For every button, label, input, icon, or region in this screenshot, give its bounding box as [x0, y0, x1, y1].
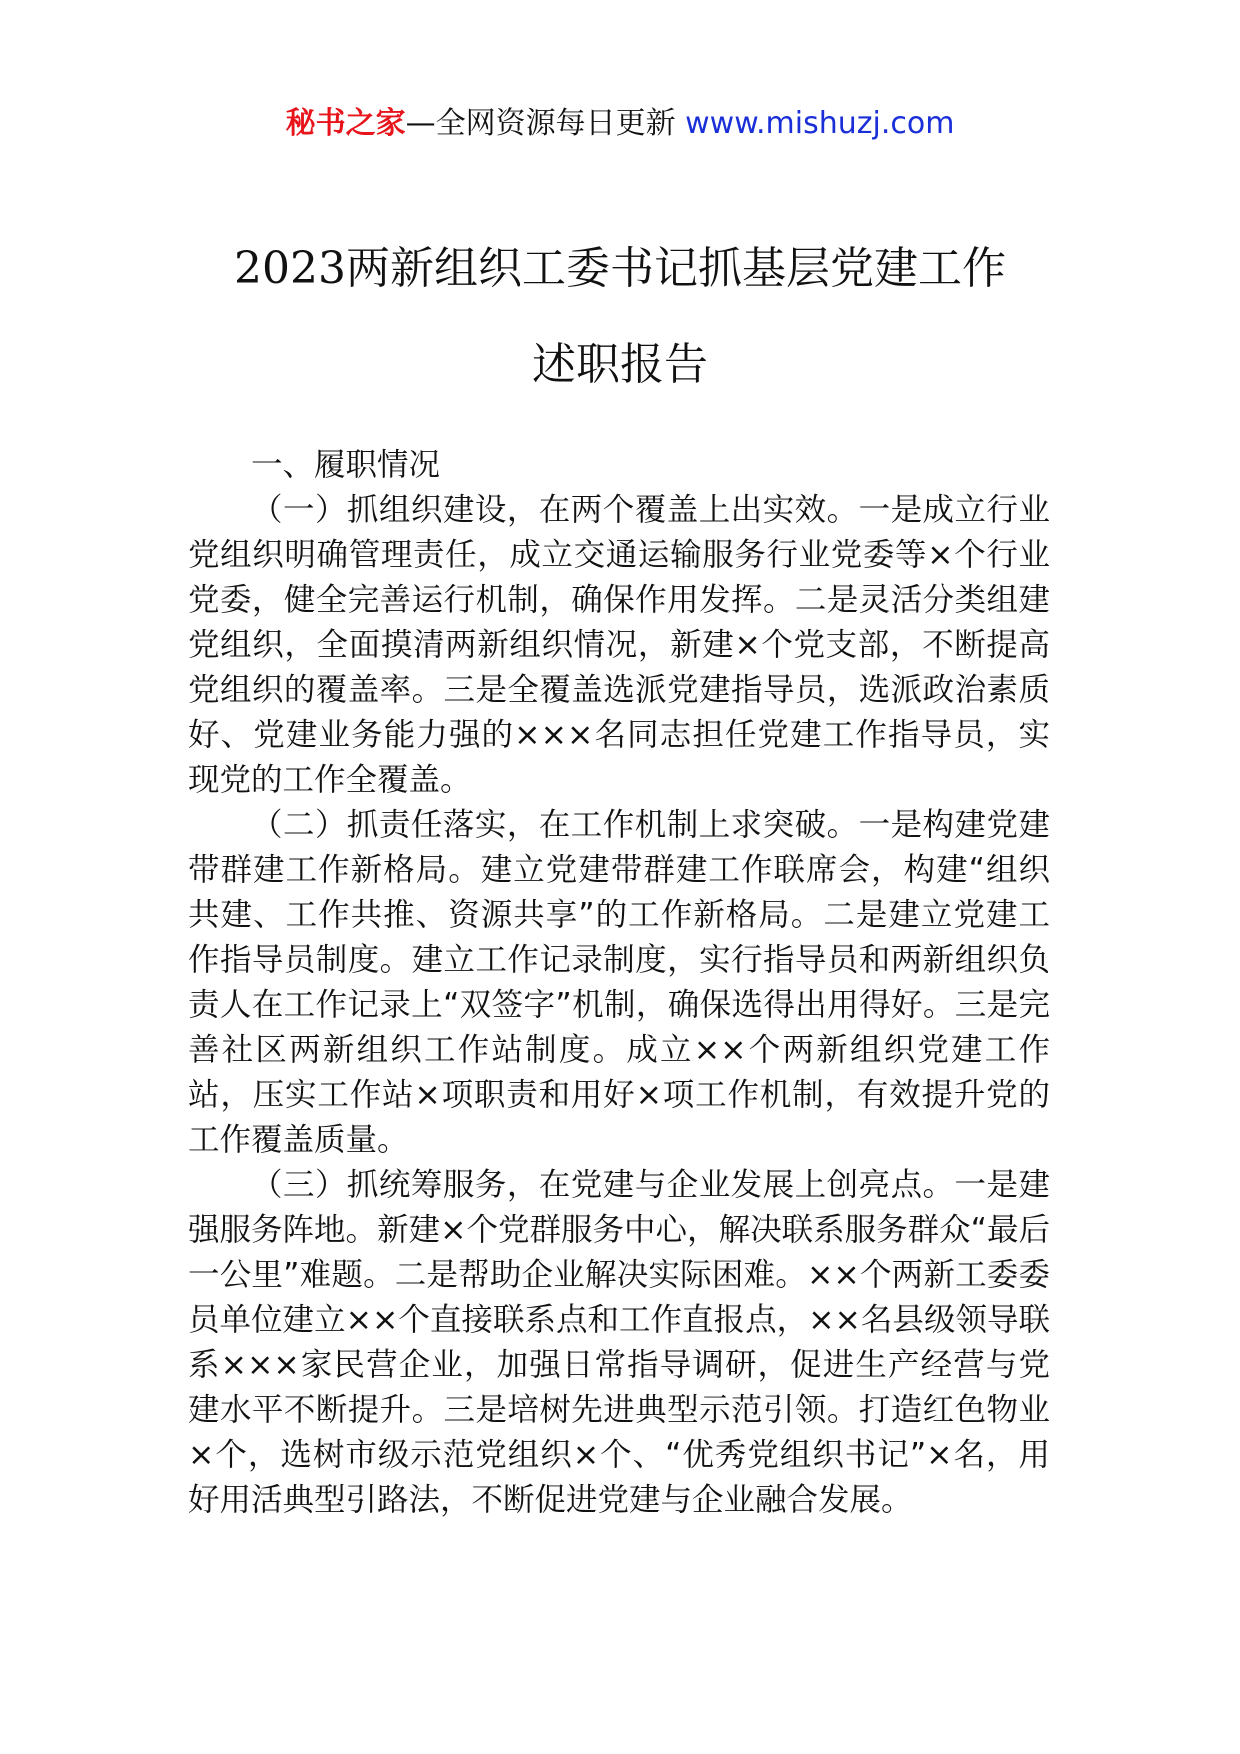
body-paragraph-1: （一）抓组织建设，在两个覆盖上出实效。一是成立行业党组织明确管理责任，成立交通运输服务行业党委等×个行业党委，健全完善运行机制，确保作用发挥。二是灵活分类组建党组织，全面摸清两新组织情况，新建×个党支部，不断提高党组织的覆盖率。三是全覆盖选派党建指导员，选派政治素质好、党建业务能力强的×××名同志担任党建工作指导员，实现党的工作全覆盖。 — [188, 492, 1050, 798]
document-body — [188, 443, 1050, 1523]
section-heading: 一、履职情况 — [251, 447, 441, 483]
body-paragraph-2: （二）抓责任落实，在工作机制上求突破。一是构建党建带群建工作新格局。建立党建带群建工作联席会，构建“组织共建、工作共推、资源共享”的工作新格局。二是建立党建工作指导员制度。建立工作记录制度，实行指导员和两新组织负责人在工作记录上“双签字”机制，确保选得出用得好。三是完善社区两新组织工作站制度。成立××个两新组织党建工作站，压实工作站×项职责和用好×项工作机制，有效提升党的工作覆盖质量。 — [188, 807, 1050, 1158]
document-title-line-2: 述职报告 — [532, 339, 708, 390]
document-title-line-1: 2023两新组织工委书记抓基层党建工作 — [234, 243, 1006, 294]
site-slogan: —全网资源每日更新 — [405, 106, 676, 141]
site-header — [0, 100, 1240, 148]
site-brand: 秘书之家 — [285, 106, 406, 141]
body-paragraph-3: （三）抓统筹服务，在党建与企业发展上创亮点。一是建强服务阵地。新建×个党群服务中心，解决联系服务群众“最后一公里”难题。二是帮助企业解决实际困难。××个两新工委委员单位建立××个直接联系点和工作直报点，××名县级领导联系×××家民营企业，加强日常指导调研，促进生产经营与党建水平不断提升。三是培树先进典型示范引领。打造红色物业×个，选树市级示范党组织×个、“优秀党组织书记”×名，用好用活典型引路法，不断促进党建与企业融合发展。 — [188, 1167, 1050, 1518]
site-url-link[interactable]: www.mishuzj.com — [685, 106, 955, 141]
